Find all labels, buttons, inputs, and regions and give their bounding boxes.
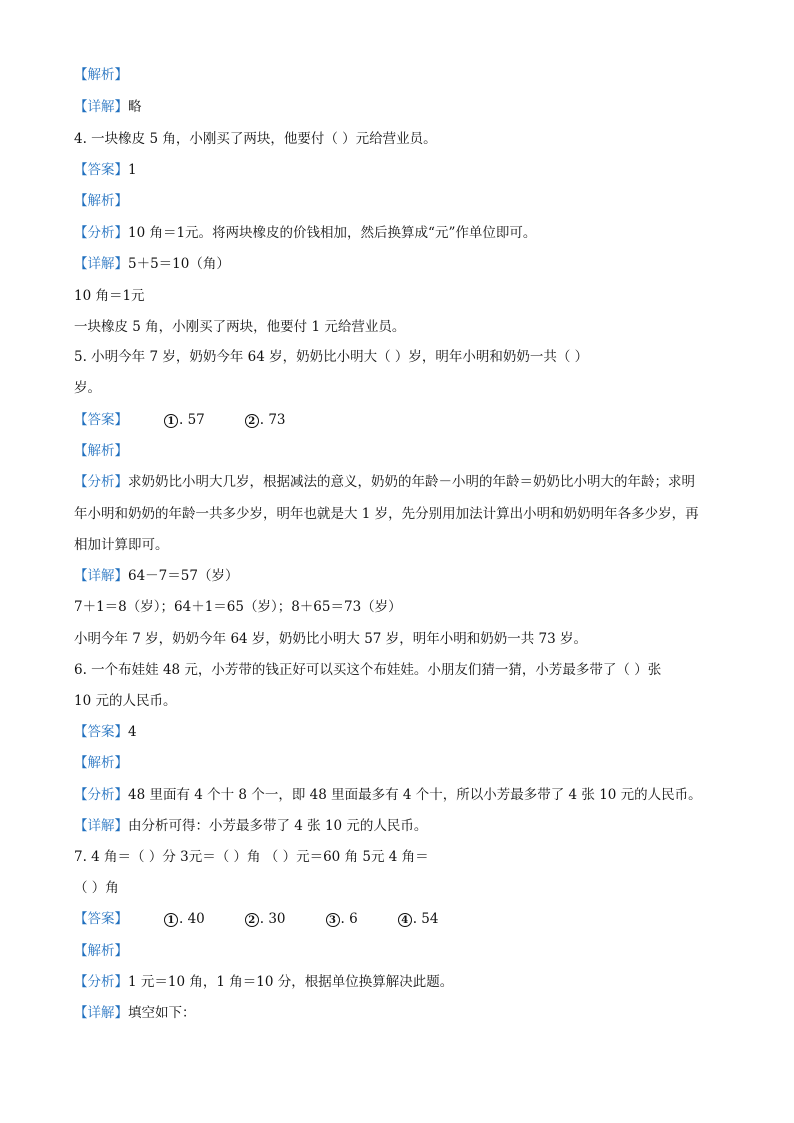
answer-value: . 30	[259, 911, 286, 927]
circled-number: 1	[164, 913, 178, 927]
analysis-heading	[74, 189, 734, 213]
detail-text: 5＋5＝10（角）	[128, 256, 230, 272]
answer-value: . 57	[179, 412, 205, 428]
section-tag: 【详解】	[74, 256, 128, 272]
section-tag: 【解析】	[74, 67, 128, 83]
answer-line	[74, 158, 734, 182]
text-line: 一块橡皮 5 角，小刚买了两块，他要付 1 元给营业员。	[74, 319, 406, 335]
answer-text: 4	[128, 724, 137, 740]
section-tag: 【解析】	[74, 443, 128, 459]
question-7: 7. 4 角＝（ ）分 3元＝（ ）角 （ ）元＝60 角 5元 4 角＝	[74, 849, 429, 865]
detail-line	[74, 564, 734, 588]
section-tag: 【详解】	[74, 1005, 128, 1021]
analysis-heading	[74, 439, 734, 463]
analysis-line	[74, 783, 734, 807]
text-line: 7＋1＝8（岁）；64＋1＝65（岁）；8＋65＝73（岁）	[74, 599, 402, 615]
question-5: 5. 小明今年 7 岁，奶奶今年 64 岁，奶奶比小明大（ ）岁，明年小明和奶奶一共（ ）	[74, 349, 589, 365]
circled-number: 4	[398, 913, 412, 927]
section-tag: 【答案】	[74, 724, 128, 740]
section-tag: 【分析】	[74, 974, 128, 990]
answer-value: . 6	[340, 911, 358, 927]
analysis-heading	[74, 63, 734, 87]
analysis-line	[74, 470, 734, 494]
circled-number: 1	[164, 414, 178, 428]
section-tag: 【解析】	[74, 943, 128, 959]
analysis-line	[74, 970, 734, 994]
analysis-text: 48 里面有 4 个十 8 个一，即 48 里面最多有 4 个十，所以小芳最多带了 4 张 10 元的人民币。	[128, 787, 702, 803]
question-4: 4. 一块橡皮 5 角，小刚买了两块，他要付（ ）元给营业员。	[74, 131, 437, 147]
detail-line	[74, 1001, 734, 1025]
section-tag: 【详解】	[74, 568, 128, 584]
section-tag: 【分析】	[74, 787, 128, 803]
question-6: 6. 一个布娃娃 48 元，小芳带的钱正好可以买这个布娃娃。小朋友们猜一猜，小芳最多带了（ ）张	[74, 662, 662, 678]
detail-text: 由分析可得：小芳最多带了 4 张 10 元的人民币。	[128, 818, 428, 834]
answer-line	[74, 720, 734, 744]
section-tag: 【解析】	[74, 193, 128, 209]
circled-number: 2	[245, 913, 259, 927]
question-6-cont: 10 元的人民币。	[74, 693, 177, 709]
question-7-cont: （ ）角	[74, 880, 119, 896]
analysis-heading	[74, 751, 734, 775]
analysis-text: 10 角＝1元。将两块橡皮的价钱相加，然后换算成“元”作单位即可。	[128, 225, 537, 241]
answer-value: . 73	[259, 412, 286, 428]
analysis-line	[74, 221, 734, 245]
detail-text: 64－7＝57（岁）	[128, 568, 239, 584]
section-tag: 【分析】	[74, 474, 128, 490]
question-5-cont: 岁。	[74, 380, 101, 396]
section-tag: 【解析】	[74, 755, 128, 771]
circled-number: 3	[326, 913, 340, 927]
section-tag: 【答案】	[74, 162, 128, 178]
text-line: 相加计算即可。	[74, 537, 169, 553]
section-tag: 【分析】	[74, 225, 128, 241]
answer-line	[74, 408, 734, 432]
detail-line	[74, 252, 734, 276]
text-line: 年小明和奶奶的年龄一共多少岁，明年也就是大 1 岁，先分别用加法计算出小明和奶奶明年各多少岁，再	[74, 506, 699, 522]
text-line: 10 角＝1元	[74, 288, 145, 304]
section-tag: 【详解】	[74, 818, 128, 834]
answer-value: . 40	[179, 911, 205, 927]
analysis-text: 1 元＝10 角，1 角＝10 分，根据单位换算解决此题。	[128, 974, 454, 990]
detail-text: 略	[128, 99, 142, 115]
analysis-heading	[74, 939, 734, 963]
detail-text: 填空如下：	[128, 1005, 196, 1021]
answer-value: . 54	[412, 911, 439, 927]
detail-line	[74, 814, 734, 838]
text-line: 小明今年 7 岁，奶奶今年 64 岁，奶奶比小明大 57 岁，明年小明和奶奶一共 73 岁。	[74, 631, 587, 647]
section-tag: 【答案】	[74, 911, 128, 927]
circled-number: 2	[245, 414, 259, 428]
detail-line	[74, 95, 734, 119]
answer-line	[74, 907, 734, 931]
section-tag: 【详解】	[74, 99, 128, 115]
answer-text: 1	[128, 162, 137, 178]
section-tag: 【答案】	[74, 412, 128, 428]
analysis-text: 求奶奶比小明大几岁，根据减法的意义，奶奶的年龄－小明的年龄＝奶奶比小明大的年龄；求明	[128, 474, 695, 490]
